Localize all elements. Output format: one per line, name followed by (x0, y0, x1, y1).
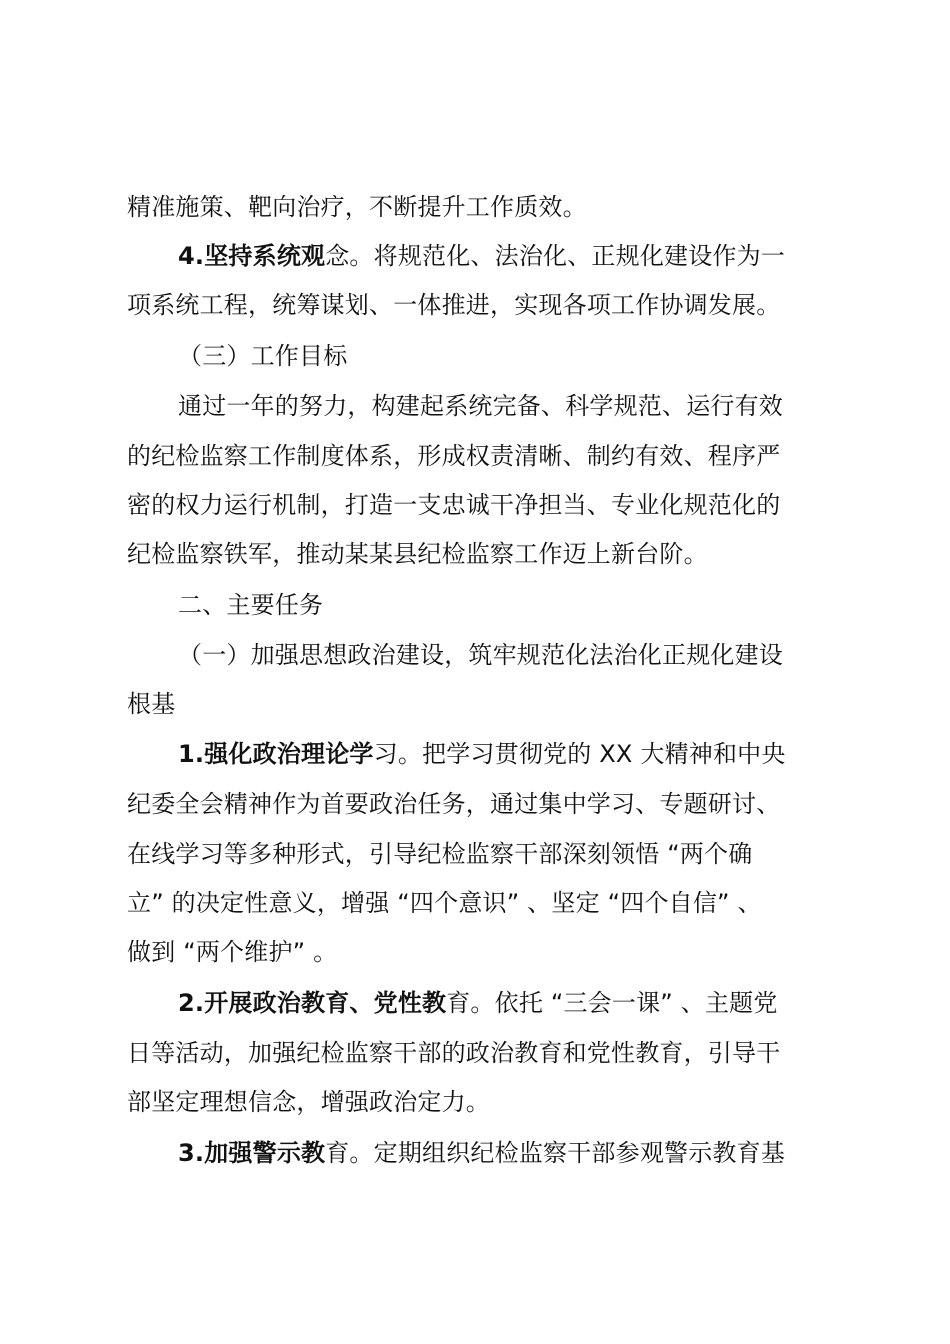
line-text: 通过一年的努力，构建起系统完备、科学规范、运行有效 (178, 392, 783, 420)
heading-bold: 2.开展政治教育、党性教 (178, 989, 447, 1017)
paragraph-line (178, 386, 842, 426)
heading-bold: 3.加强警示教 (178, 1139, 326, 1167)
paragraph-line (178, 734, 842, 774)
paragraph-line (127, 485, 842, 525)
line-text: 依托 “三会一课” 、主题党 (494, 989, 778, 1017)
heading-bold: 4.坚持系统观 (178, 242, 326, 270)
line-text: 立” 的决定性意义，增强 “四个意识” 、坚定 “四个自信” 、 (127, 889, 762, 917)
line-text: （三）工作目标 (178, 342, 348, 370)
paragraph-line (127, 883, 842, 923)
paragraph-line (127, 932, 842, 972)
line-text: 日等活动，加强纪检监察干部的政治教育和党性教育，引导干 (127, 1039, 781, 1067)
section-heading (178, 635, 842, 675)
paragraph-line (127, 684, 842, 724)
paragraph-line (127, 784, 842, 824)
heading-bold: 1.强化政治理论学 (178, 740, 374, 768)
paragraph-line (127, 1033, 842, 1073)
line-text: 把学习贯彻党的 XX 大精神和中央 (422, 740, 786, 768)
heading-tail: 育。 (325, 1139, 374, 1167)
line-text: 根基 (127, 690, 176, 718)
line-text: 二、主要任务 (178, 591, 324, 619)
paragraph-line (127, 187, 842, 227)
paragraph-line (178, 1133, 842, 1173)
line-text: 精准施策、靶向治疗，不断提升工作质效。 (127, 193, 587, 221)
heading-tail: 育。 (446, 989, 495, 1017)
line-text: 的纪检监察工作制度体系，形成权责清晰、制约有效、程序严 (127, 442, 781, 470)
heading-tail: 念。 (325, 242, 374, 270)
line-text: 部坚定理想信念，增强政治定力。 (127, 1088, 490, 1116)
section-heading (178, 585, 842, 625)
line-text: 密的权力运行机制，打造一支忠诚干净担当、专业化规范化的 (127, 491, 781, 519)
paragraph-line (127, 436, 842, 476)
paragraph-line (127, 1082, 842, 1122)
line-text: （一）加强思想政治建设，筑牢规范化法治化正规化建设 (178, 641, 783, 669)
paragraph-line (178, 983, 842, 1023)
paragraph-line (127, 834, 842, 874)
line-text: 将规范化、法治化、正规化建设作为一 (373, 242, 786, 270)
line-text: 做到 “两个维护” 。 (127, 938, 338, 966)
line-text: 纪委全会精神作为首要政治任务，通过集中学习、专题研讨、 (127, 790, 781, 818)
line-text: 项系统工程，统筹谋划、一体推进，实现各项工作协调发展。 (127, 291, 781, 319)
paragraph-line (127, 285, 842, 325)
paragraph-line (178, 236, 842, 276)
line-text: 定期组织纪检监察干部参观警示教育基 (373, 1139, 786, 1167)
heading-tail: 习。 (373, 740, 423, 768)
section-heading (178, 336, 842, 376)
line-text: 在线学习等多种形式，引导纪检监察干部深刻领悟 “两个确 (127, 840, 753, 868)
paragraph-line (127, 534, 842, 574)
line-text: 纪检监察铁军，推动某某县纪检监察工作迈上新台阶。 (127, 540, 708, 568)
